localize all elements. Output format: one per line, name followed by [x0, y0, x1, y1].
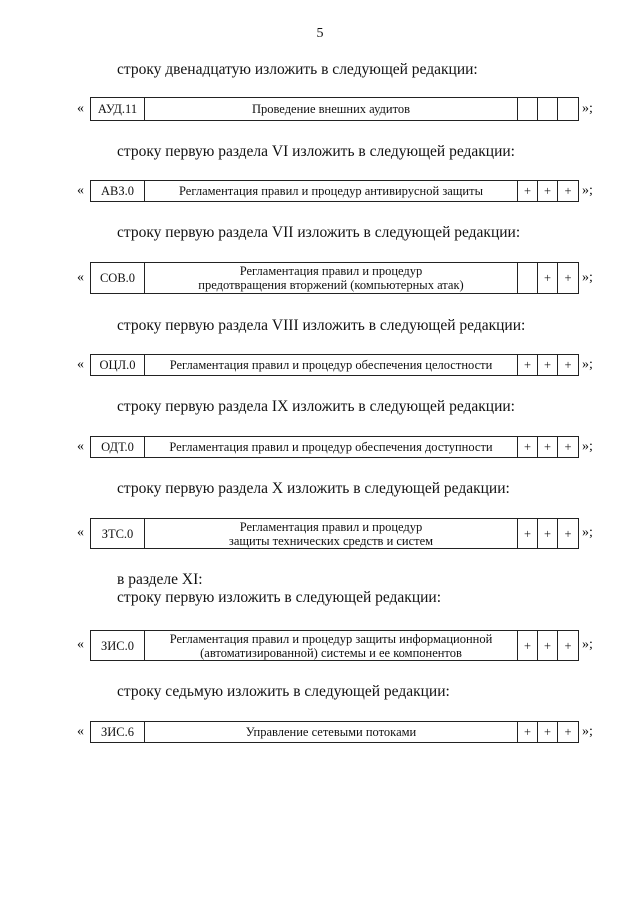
amendment-instruction	[117, 61, 478, 79]
closing-quote: »;	[582, 724, 593, 739]
mark-cell: +	[538, 631, 558, 661]
amendment-table	[90, 721, 579, 743]
measure-description	[145, 98, 518, 121]
measure-code: ЗТС.0	[91, 519, 145, 549]
mark-cell	[538, 98, 558, 121]
amendment-table	[90, 97, 579, 121]
mark-cell	[558, 98, 579, 121]
closing-quote: »;	[582, 637, 593, 652]
instruction-line: строку первую раздела X изложить в следующей редакции:	[117, 480, 510, 497]
instruction-line: строку первую раздела VIII изложить в следующей редакции:	[117, 317, 526, 334]
measure-description	[145, 263, 518, 294]
mark-cell: +	[518, 181, 538, 202]
measure-description	[145, 519, 518, 549]
opening-quote: «	[77, 183, 84, 198]
mark-cell: +	[558, 181, 579, 202]
measure-description	[145, 722, 518, 743]
description-line: Регламентация правил и процедур обеспечения доступности	[169, 440, 493, 454]
measure-code: ОДТ.0	[91, 437, 145, 458]
measure-code: ЗИС.6	[91, 722, 145, 743]
mark-cell: +	[558, 631, 579, 661]
amendment-instruction	[117, 480, 510, 498]
mark-cell: +	[558, 437, 579, 458]
closing-quote: »;	[582, 101, 593, 116]
measure-code: СОВ.0	[91, 263, 145, 294]
description-line: (автоматизированной) системы и ее компонентов	[200, 645, 462, 660]
instruction-line: строку двенадцатую изложить в следующей редакции:	[117, 61, 478, 78]
opening-quote: «	[77, 439, 84, 454]
description-line: предотвращения вторжений (компьютерных атак)	[198, 278, 464, 292]
closing-quote: »;	[582, 183, 593, 198]
amendment-instruction	[117, 224, 520, 242]
amendment-instruction	[117, 683, 450, 701]
mark-cell: +	[538, 519, 558, 549]
mark-cell: +	[518, 355, 538, 376]
amendment-row	[0, 436, 640, 458]
amendment-instruction	[117, 398, 515, 416]
mark-cell: +	[538, 181, 558, 202]
closing-quote: »;	[582, 357, 593, 372]
instruction-line: строку первую раздела IX изложить в следующей редакции:	[117, 398, 515, 415]
mark-cell: +	[518, 722, 538, 743]
measure-code: АВЗ.0	[91, 181, 145, 202]
description-line: защиты технических средств и систем	[228, 533, 434, 548]
description-line: Регламентация правил и процедур обеспечения целостности	[169, 358, 493, 372]
mark-cell: +	[538, 355, 558, 376]
amendment-row	[0, 262, 640, 294]
amendment-table	[90, 354, 579, 376]
closing-quote: »;	[582, 270, 593, 285]
description-line: Регламентация правил и процедур защиты информационной	[169, 631, 493, 646]
amendment-row	[0, 354, 640, 376]
description-line: Управление сетевыми потоками	[245, 725, 417, 739]
description-line: Проведение внешних аудитов	[251, 102, 411, 116]
mark-cell: +	[558, 519, 579, 549]
amendment-row	[0, 721, 640, 743]
mark-cell: +	[558, 722, 579, 743]
amendment-row	[0, 518, 640, 549]
amendment-instruction	[117, 571, 441, 607]
description-line: Регламентация правил и процедур	[239, 519, 423, 534]
opening-quote: «	[77, 357, 84, 372]
amendment-instruction	[117, 317, 525, 335]
amendment-table	[90, 518, 579, 549]
instruction-line: строку первую раздела VII изложить в следующей редакции:	[117, 224, 521, 241]
opening-quote: «	[77, 525, 84, 540]
amendment-table	[90, 180, 579, 202]
description-line: Регламентация правил и процедур	[239, 264, 423, 278]
mark-cell: +	[518, 631, 538, 661]
opening-quote: «	[77, 270, 84, 285]
mark-cell: +	[538, 437, 558, 458]
closing-quote: »;	[582, 439, 593, 454]
mark-cell: +	[518, 437, 538, 458]
measure-description	[145, 181, 518, 202]
page-number: 5	[316, 26, 324, 41]
mark-cell: +	[518, 519, 538, 549]
mark-cell	[518, 98, 538, 121]
opening-quote: «	[77, 724, 84, 739]
mark-cell	[518, 263, 538, 294]
opening-quote: «	[77, 637, 84, 652]
mark-cell: +	[558, 263, 579, 294]
amendment-instruction	[117, 143, 515, 161]
instruction-line: строку седьмую изложить в следующей редакции:	[117, 683, 450, 700]
instruction-line: строку первую раздела VI изложить в следующей редакции:	[117, 143, 515, 160]
measure-description	[145, 631, 518, 661]
mark-cell: +	[538, 722, 558, 743]
amendment-row	[0, 97, 640, 121]
instruction-line: в разделе XI:	[117, 571, 203, 588]
amendment-table	[90, 262, 579, 294]
amendment-table	[90, 436, 579, 458]
amendment-table	[90, 630, 579, 661]
amendment-row	[0, 630, 640, 661]
closing-quote: »;	[582, 525, 593, 540]
instruction-line: строку первую изложить в следующей редакции:	[117, 589, 442, 606]
mark-cell: +	[558, 355, 579, 376]
measure-code: ОЦЛ.0	[91, 355, 145, 376]
amendment-row	[0, 180, 640, 202]
measure-code: АУД.11	[91, 98, 145, 121]
measure-description	[145, 437, 518, 458]
measure-code: ЗИС.0	[91, 631, 145, 661]
description-line: Регламентация правил и процедур антивирусной защиты	[179, 184, 483, 198]
measure-description	[145, 355, 518, 376]
opening-quote: «	[77, 101, 84, 116]
mark-cell: +	[538, 263, 558, 294]
